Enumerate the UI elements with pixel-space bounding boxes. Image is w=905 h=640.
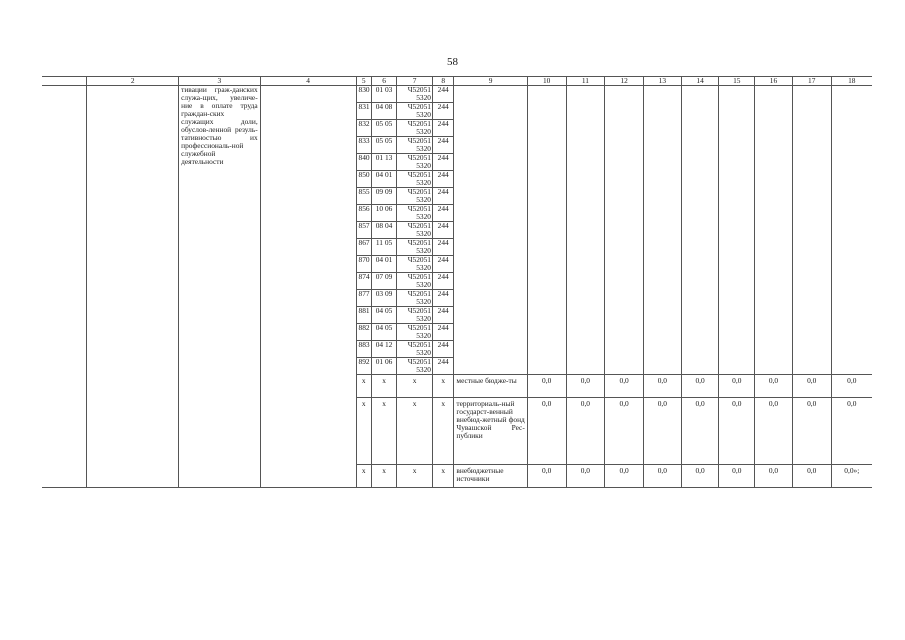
expense-type-code: 244 — [432, 256, 453, 273]
amount-value: 0,0 — [527, 375, 566, 398]
expense-type-code: 244 — [432, 341, 453, 358]
amount-value: 0,0 — [681, 375, 719, 398]
amount-value: 0,0 — [644, 465, 682, 488]
grbs-code: 874 — [356, 273, 371, 290]
expense-type-code: 244 — [432, 358, 453, 375]
section-code: 01 06 — [371, 358, 396, 375]
funding-source-name: местные бюдже-ты — [454, 375, 527, 398]
grbs-code: 855 — [356, 188, 371, 205]
section-code: 01 03 — [371, 86, 396, 103]
value-cell — [719, 86, 755, 375]
header-cell: 13 — [644, 77, 682, 86]
x-mark: х — [371, 465, 396, 488]
cell-col2 — [87, 86, 179, 488]
section-code: 05 05 — [371, 120, 396, 137]
x-mark: х — [432, 375, 453, 398]
source-cell — [454, 86, 527, 375]
table-row — [42, 86, 872, 103]
target-article-code: Ч52051 5320 — [397, 256, 433, 273]
header-cell: 4 — [260, 77, 356, 86]
target-article-code: Ч52051 5320 — [397, 86, 433, 103]
amount-value: 0,0 — [644, 398, 682, 465]
grbs-code: 831 — [356, 103, 371, 120]
amount-value: 0,0 — [605, 375, 644, 398]
expense-type-code: 244 — [432, 86, 453, 103]
x-mark: х — [432, 398, 453, 465]
section-code: 07 09 — [371, 273, 396, 290]
value-cell — [755, 86, 793, 375]
target-article-code: Ч52051 5320 — [397, 188, 433, 205]
target-article-code: Ч52051 5320 — [397, 324, 433, 341]
grbs-code: 881 — [356, 307, 371, 324]
amount-value: 0,0 — [755, 375, 793, 398]
value-cell — [605, 86, 644, 375]
amount-value: 0,0 — [681, 465, 719, 488]
header-cell: 15 — [719, 77, 755, 86]
budget-table — [42, 76, 872, 488]
header-cell: 7 — [397, 77, 433, 86]
target-article-code: Ч52051 5320 — [397, 120, 433, 137]
expense-type-code: 244 — [432, 239, 453, 256]
target-article-code: Ч52051 5320 — [397, 222, 433, 239]
section-code: 04 05 — [371, 324, 396, 341]
expense-type-code: 244 — [432, 120, 453, 137]
amount-value: 0,0 — [605, 398, 644, 465]
grbs-code: 867 — [356, 239, 371, 256]
grbs-code: 857 — [356, 222, 371, 239]
cell-col1 — [42, 86, 87, 488]
grbs-code: 882 — [356, 324, 371, 341]
target-article-code: Ч52051 5320 — [397, 358, 433, 375]
expense-type-code: 244 — [432, 324, 453, 341]
expense-type-code: 244 — [432, 188, 453, 205]
amount-value: 0,0 — [527, 465, 566, 488]
target-article-code: Ч52051 5320 — [397, 307, 433, 324]
expense-type-code: 244 — [432, 273, 453, 290]
value-cell — [566, 86, 605, 375]
amount-value: 0,0 — [527, 398, 566, 465]
target-article-code: Ч52051 5320 — [397, 103, 433, 120]
header-cell: 5 — [356, 77, 371, 86]
target-article-code: Ч52051 5320 — [397, 171, 433, 188]
amount-value: 0,0 — [792, 465, 831, 488]
header-row — [42, 77, 872, 86]
grbs-code: 883 — [356, 341, 371, 358]
section-code: 04 08 — [371, 103, 396, 120]
cell-col4 — [260, 86, 356, 488]
x-mark: х — [371, 398, 396, 465]
x-mark: х — [397, 465, 433, 488]
grbs-code: 892 — [356, 358, 371, 375]
amount-value: 0,0 — [831, 398, 872, 465]
value-cell — [527, 86, 566, 375]
grbs-code: 870 — [356, 256, 371, 273]
grbs-code: 850 — [356, 171, 371, 188]
x-mark: х — [356, 465, 371, 488]
page-number: 58 — [447, 56, 458, 68]
header-cell: 17 — [792, 77, 831, 86]
amount-value: 0,0 — [566, 398, 605, 465]
header-cell — [42, 77, 87, 86]
target-article-code: Ч52051 5320 — [397, 290, 433, 307]
amount-value: 0,0 — [719, 398, 755, 465]
section-code: 09 09 — [371, 188, 396, 205]
x-mark: х — [397, 398, 433, 465]
target-article-code: Ч52051 5320 — [397, 273, 433, 290]
section-code: 10 06 — [371, 205, 396, 222]
expense-type-code: 244 — [432, 222, 453, 239]
section-code: 04 01 — [371, 171, 396, 188]
grbs-code: 833 — [356, 137, 371, 154]
grbs-code: 877 — [356, 290, 371, 307]
header-cell: 8 — [432, 77, 453, 86]
expense-type-code: 244 — [432, 103, 453, 120]
funding-source-name: внебюджетные источники — [454, 465, 527, 488]
amount-value: 0,0 — [644, 375, 682, 398]
amount-value: 0,0 — [831, 375, 872, 398]
value-cell — [681, 86, 719, 375]
header-cell: 6 — [371, 77, 396, 86]
header-cell: 2 — [87, 77, 179, 86]
amount-value: 0,0 — [566, 465, 605, 488]
expense-type-code: 244 — [432, 290, 453, 307]
section-code: 04 05 — [371, 307, 396, 324]
section-code: 04 12 — [371, 341, 396, 358]
expense-type-code: 244 — [432, 205, 453, 222]
funding-source-name: территориаль-ный государст-венный внебюд-жетный фонд Чувашской Рес-публики — [454, 398, 527, 465]
target-article-code: Ч52051 5320 — [397, 341, 433, 358]
amount-value: 0,0 — [719, 465, 755, 488]
amount-value: 0,0 — [792, 398, 831, 465]
amount-value: 0,0 — [755, 465, 793, 488]
amount-value: 0,0 — [681, 398, 719, 465]
header-cell: 11 — [566, 77, 605, 86]
amount-value: 0,0 — [605, 465, 644, 488]
target-article-code: Ч52051 5320 — [397, 205, 433, 222]
header-cell: 10 — [527, 77, 566, 86]
amount-value: 0,0 — [566, 375, 605, 398]
value-cell — [792, 86, 831, 375]
target-article-code: Ч52051 5320 — [397, 154, 433, 171]
header-cell: 12 — [605, 77, 644, 86]
expense-type-code: 244 — [432, 171, 453, 188]
section-code: 04 01 — [371, 256, 396, 273]
amount-value: 0,0»; — [831, 465, 872, 488]
value-cell — [644, 86, 682, 375]
grbs-code: 830 — [356, 86, 371, 103]
x-mark: х — [356, 375, 371, 398]
expense-type-code: 244 — [432, 137, 453, 154]
expense-type-code: 244 — [432, 307, 453, 324]
header-cell: 16 — [755, 77, 793, 86]
value-cell — [831, 86, 872, 375]
x-mark: х — [397, 375, 433, 398]
x-mark: х — [371, 375, 396, 398]
header-cell: 18 — [831, 77, 872, 86]
grbs-code: 856 — [356, 205, 371, 222]
target-article-code: Ч52051 5320 — [397, 239, 433, 256]
header-cell: 9 — [454, 77, 527, 86]
x-mark: х — [356, 398, 371, 465]
section-code: 01 13 — [371, 154, 396, 171]
x-mark: х — [432, 465, 453, 488]
measure-description: тивации граж-данских служа-щих, увеличе-ние в оплате труда граждан-ских служащих доли, обуслов-ленной резуль-тативностью их профессиональ-ной служебной деятельности — [179, 86, 261, 488]
grbs-code: 840 — [356, 154, 371, 171]
section-code: 03 09 — [371, 290, 396, 307]
amount-value: 0,0 — [792, 375, 831, 398]
section-code: 05 05 — [371, 137, 396, 154]
section-code: 08 04 — [371, 222, 396, 239]
expense-type-code: 244 — [432, 154, 453, 171]
amount-value: 0,0 — [755, 398, 793, 465]
header-cell: 3 — [179, 77, 261, 86]
amount-value: 0,0 — [719, 375, 755, 398]
section-code: 11 05 — [371, 239, 396, 256]
header-cell: 14 — [681, 77, 719, 86]
target-article-code: Ч52051 5320 — [397, 137, 433, 154]
grbs-code: 832 — [356, 120, 371, 137]
